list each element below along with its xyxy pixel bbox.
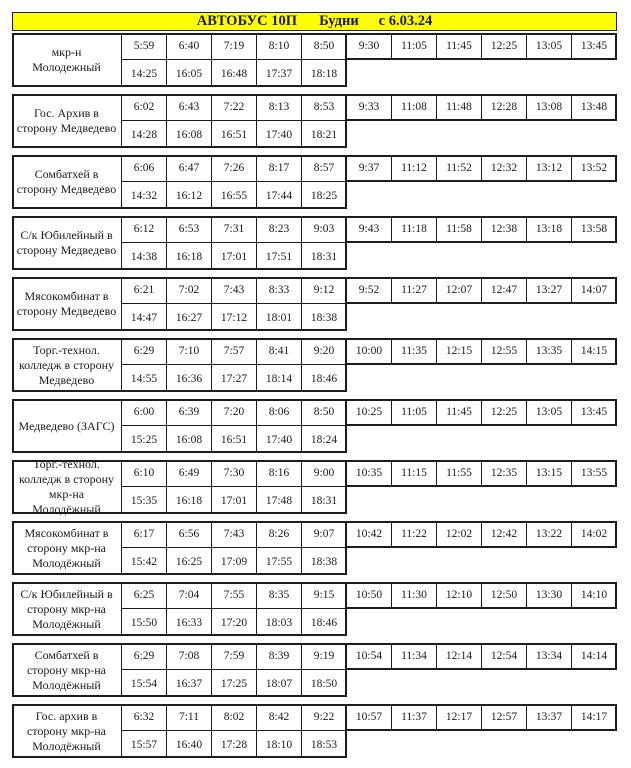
time-cell: 17:25 — [212, 670, 257, 697]
time-cell: 14:38 — [122, 243, 167, 270]
stop-name: Сомбатхей в сторону Медведево — [16, 167, 117, 196]
time-cell: 12:14 — [437, 643, 482, 670]
timetable-block — [12, 643, 617, 697]
time-cell: 16:27 — [167, 304, 212, 331]
time-cell: 17:09 — [212, 548, 257, 575]
time-cell: 12:47 — [482, 277, 527, 304]
time-cell: 8:42 — [257, 704, 302, 731]
time-cell: 11:05 — [392, 399, 437, 426]
time-cell: 11:30 — [392, 582, 437, 609]
time-cell: 16:36 — [167, 365, 212, 392]
time-cell: 8:33 — [257, 277, 302, 304]
time-cell: 12:57 — [482, 704, 527, 731]
route-title: АВТОБУС 10П — [196, 13, 298, 29]
time-cell: 15:25 — [122, 426, 167, 453]
time-cell: 11:27 — [392, 277, 437, 304]
time-cell: 7:31 — [212, 216, 257, 243]
time-cell: 9:22 — [302, 704, 347, 731]
time-cell: 17:28 — [212, 731, 257, 758]
time-cell: 17:12 — [212, 304, 257, 331]
time-cell: 14:47 — [122, 304, 167, 331]
time-cell: 5:59 — [122, 33, 167, 60]
time-cell: 9:52 — [347, 277, 392, 304]
time-cell: 13:45 — [572, 399, 617, 426]
time-cell: 11:05 — [392, 33, 437, 60]
time-cell: 16:48 — [212, 60, 257, 87]
time-cell: 11:12 — [392, 155, 437, 182]
time-cell: 6:17 — [122, 521, 167, 548]
time-cell: 7:04 — [167, 582, 212, 609]
time-cell: 7:43 — [212, 521, 257, 548]
time-cell: 8:50 — [302, 399, 347, 426]
time-cell: 12:07 — [437, 277, 482, 304]
stop-name-label — [12, 457, 122, 516]
stop-name-label — [12, 33, 122, 87]
stop-name-label — [12, 643, 122, 697]
time-cell: 15:57 — [122, 731, 167, 758]
time-cell: 6:43 — [167, 94, 212, 121]
time-cell: 13:48 — [572, 94, 617, 121]
time-cell: 16:08 — [167, 121, 212, 148]
time-cell: 9:12 — [302, 277, 347, 304]
time-cell: 13:58 — [572, 216, 617, 243]
time-cell: 7:19 — [212, 33, 257, 60]
time-cell: 7:30 — [212, 460, 257, 487]
time-cell: 15:35 — [122, 487, 167, 514]
timetable-block — [12, 155, 617, 209]
time-cell: 10:00 — [347, 338, 392, 365]
time-cell: 13:34 — [527, 643, 572, 670]
time-cell: 12:17 — [437, 704, 482, 731]
time-cell: 17:01 — [212, 243, 257, 270]
time-cell: 15:42 — [122, 548, 167, 575]
time-cell: 7:55 — [212, 582, 257, 609]
time-cell: 18:21 — [302, 121, 347, 148]
time-cell: 6:21 — [122, 277, 167, 304]
time-cell: 16:40 — [167, 731, 212, 758]
time-cell: 12:25 — [482, 33, 527, 60]
time-cell: 13:30 — [527, 582, 572, 609]
time-cell: 12:54 — [482, 643, 527, 670]
time-cell: 9:15 — [302, 582, 347, 609]
time-cell: 14:28 — [122, 121, 167, 148]
time-cell: 13:05 — [527, 33, 572, 60]
time-cell: 8:57 — [302, 155, 347, 182]
time-cell: 12:38 — [482, 216, 527, 243]
time-cell: 14:25 — [122, 60, 167, 87]
time-cell: 8:41 — [257, 338, 302, 365]
time-cell: 12:25 — [482, 399, 527, 426]
time-cell: 6:25 — [122, 582, 167, 609]
time-cell: 9:00 — [302, 460, 347, 487]
timetable-block — [12, 338, 617, 392]
time-cell: 8:39 — [257, 643, 302, 670]
stop-name: мкр-н Молодежный — [32, 45, 101, 74]
time-cell: 12:35 — [482, 460, 527, 487]
time-cell: 14:15 — [572, 338, 617, 365]
time-cell: 12:02 — [437, 521, 482, 548]
time-cell: 8:16 — [257, 460, 302, 487]
timetable-block — [12, 94, 617, 148]
timetable-blocks-container — [12, 33, 617, 758]
timetable-block — [12, 582, 617, 636]
time-cell: 6:06 — [122, 155, 167, 182]
time-cell: 16:51 — [212, 426, 257, 453]
time-cell: 14:14 — [572, 643, 617, 670]
timetable-block — [12, 216, 617, 270]
time-cell: 17:51 — [257, 243, 302, 270]
time-cell: 6:49 — [167, 460, 212, 487]
time-cell: 14:17 — [572, 704, 617, 731]
time-cell: 6:00 — [122, 399, 167, 426]
time-cell: 13:55 — [572, 460, 617, 487]
time-cell: 11:45 — [437, 33, 482, 60]
time-cell: 18:14 — [257, 365, 302, 392]
stop-name-label — [12, 277, 122, 331]
time-cell: 17:27 — [212, 365, 257, 392]
stop-name: Мясокомбинат в сторону мкр-на Молодёжный — [24, 525, 109, 570]
timetable-block — [12, 457, 617, 516]
time-cell: 6:47 — [167, 155, 212, 182]
stop-name: Гос. архив в сторону мкр-на Молодёжный — [26, 708, 106, 753]
stop-name: С/к Юбилейный в сторону мкр-на Молодёжный — [20, 586, 113, 631]
time-cell: 8:06 — [257, 399, 302, 426]
time-cell: 7:26 — [212, 155, 257, 182]
time-cell: 18:07 — [257, 670, 302, 697]
time-cell: 8:17 — [257, 155, 302, 182]
time-cell: 12:32 — [482, 155, 527, 182]
time-cell: 8:50 — [302, 33, 347, 60]
time-cell: 7:20 — [212, 399, 257, 426]
time-cell: 6:39 — [167, 399, 212, 426]
time-cell: 11:48 — [437, 94, 482, 121]
time-cell: 10:57 — [347, 704, 392, 731]
time-cell: 17:55 — [257, 548, 302, 575]
time-cell: 6:53 — [167, 216, 212, 243]
timetable-block — [12, 704, 617, 758]
stop-name-label — [12, 704, 122, 758]
time-cell: 7:08 — [167, 643, 212, 670]
time-cell: 16:55 — [212, 182, 257, 209]
time-cell: 6:02 — [122, 94, 167, 121]
stop-name-label — [12, 521, 122, 575]
time-cell: 18:38 — [302, 548, 347, 575]
days-label: Будни — [319, 13, 359, 29]
time-cell: 7:11 — [167, 704, 212, 731]
time-cell: 6:32 — [122, 704, 167, 731]
time-cell: 11:18 — [392, 216, 437, 243]
stop-name: Мясокомбинат в сторону Медведево — [16, 289, 117, 318]
timetable-block — [12, 277, 617, 331]
time-cell: 8:23 — [257, 216, 302, 243]
time-cell: 18:03 — [257, 609, 302, 636]
time-cell: 9:19 — [302, 643, 347, 670]
time-cell: 9:20 — [302, 338, 347, 365]
time-cell: 9:33 — [347, 94, 392, 121]
timetable-block — [12, 33, 617, 87]
time-cell: 8:10 — [257, 33, 302, 60]
stop-name-label — [12, 94, 122, 148]
time-cell: 11:34 — [392, 643, 437, 670]
time-cell: 16:12 — [167, 182, 212, 209]
time-cell: 14:07 — [572, 277, 617, 304]
time-cell: 18:50 — [302, 670, 347, 697]
time-cell: 11:37 — [392, 704, 437, 731]
time-cell: 11:08 — [392, 94, 437, 121]
time-cell: 12:15 — [437, 338, 482, 365]
time-cell: 17:40 — [257, 426, 302, 453]
time-cell: 10:50 — [347, 582, 392, 609]
time-cell: 13:37 — [527, 704, 572, 731]
time-cell: 8:13 — [257, 94, 302, 121]
time-cell: 14:32 — [122, 182, 167, 209]
time-cell: 8:02 — [212, 704, 257, 731]
time-cell: 11:52 — [437, 155, 482, 182]
stop-name: С/к Юбилейный в сторону Медведево — [16, 228, 117, 257]
time-cell: 13:52 — [572, 155, 617, 182]
time-cell: 8:26 — [257, 521, 302, 548]
time-cell: 11:15 — [392, 460, 437, 487]
time-cell: 16:18 — [167, 243, 212, 270]
time-cell: 6:29 — [122, 643, 167, 670]
timetable-block — [12, 399, 617, 453]
time-cell: 13:15 — [527, 460, 572, 487]
time-cell: 10:42 — [347, 521, 392, 548]
stop-name-label — [12, 155, 122, 209]
time-cell: 11:35 — [392, 338, 437, 365]
time-cell: 9:37 — [347, 155, 392, 182]
time-cell: 16:08 — [167, 426, 212, 453]
time-cell: 10:35 — [347, 460, 392, 487]
time-cell: 14:10 — [572, 582, 617, 609]
time-cell: 13:22 — [527, 521, 572, 548]
time-cell: 9:30 — [347, 33, 392, 60]
time-cell: 6:12 — [122, 216, 167, 243]
stop-name: Гос. Архив в сторону Медведево — [16, 106, 117, 135]
stop-name: Медведево (ЗАГС) — [18, 418, 115, 433]
stop-name-label — [12, 338, 122, 392]
time-cell: 10:25 — [347, 399, 392, 426]
time-cell: 11:55 — [437, 460, 482, 487]
time-cell: 13:35 — [527, 338, 572, 365]
time-cell: 18:18 — [302, 60, 347, 87]
time-cell: 13:08 — [527, 94, 572, 121]
time-cell: 12:28 — [482, 94, 527, 121]
time-cell: 14:55 — [122, 365, 167, 392]
time-cell: 6:29 — [122, 338, 167, 365]
time-cell: 17:40 — [257, 121, 302, 148]
stop-name-label — [12, 399, 122, 453]
time-cell: 6:40 — [167, 33, 212, 60]
timetable-title-bar — [12, 12, 617, 31]
time-cell: 12:10 — [437, 582, 482, 609]
time-cell: 17:01 — [212, 487, 257, 514]
time-cell: 7:59 — [212, 643, 257, 670]
timetable-page — [12, 12, 617, 765]
time-cell: 18:38 — [302, 304, 347, 331]
time-cell: 9:07 — [302, 521, 347, 548]
time-cell: 15:54 — [122, 670, 167, 697]
time-cell: 14:02 — [572, 521, 617, 548]
time-cell: 18:24 — [302, 426, 347, 453]
time-cell: 9:03 — [302, 216, 347, 243]
time-cell: 7:10 — [167, 338, 212, 365]
time-cell: 17:44 — [257, 182, 302, 209]
time-cell: 13:05 — [527, 399, 572, 426]
time-cell: 8:53 — [302, 94, 347, 121]
time-cell: 6:56 — [167, 521, 212, 548]
stop-name: Торг.-технол. колледж в сторону Медведево — [18, 342, 115, 387]
time-cell: 9:43 — [347, 216, 392, 243]
time-cell: 18:01 — [257, 304, 302, 331]
time-cell: 8:35 — [257, 582, 302, 609]
time-cell: 7:02 — [167, 277, 212, 304]
stop-name: Торг.-технол. колледж в сторону мкр-на Молодёжный — [18, 457, 115, 516]
time-cell: 6:10 — [122, 460, 167, 487]
time-cell: 7:57 — [212, 338, 257, 365]
time-cell: 12:50 — [482, 582, 527, 609]
time-cell: 16:25 — [167, 548, 212, 575]
time-cell: 16:05 — [167, 60, 212, 87]
time-cell: 13:45 — [572, 33, 617, 60]
time-cell: 13:27 — [527, 277, 572, 304]
stop-name-label — [12, 216, 122, 270]
time-cell: 18:10 — [257, 731, 302, 758]
timetable-block — [12, 521, 617, 575]
valid-from-label: с 6.03.24 — [378, 13, 433, 29]
time-cell: 18:46 — [302, 365, 347, 392]
time-cell: 12:42 — [482, 521, 527, 548]
time-cell: 12:55 — [482, 338, 527, 365]
time-cell: 18:31 — [302, 487, 347, 514]
stop-name-label — [12, 582, 122, 636]
time-cell: 18:25 — [302, 182, 347, 209]
time-cell: 18:46 — [302, 609, 347, 636]
time-cell: 17:37 — [257, 60, 302, 87]
time-cell: 7:43 — [212, 277, 257, 304]
time-cell: 16:37 — [167, 670, 212, 697]
time-cell: 13:12 — [527, 155, 572, 182]
time-cell: 13:18 — [527, 216, 572, 243]
time-cell: 11:58 — [437, 216, 482, 243]
time-cell: 16:18 — [167, 487, 212, 514]
time-cell: 10:54 — [347, 643, 392, 670]
time-cell: 15:50 — [122, 609, 167, 636]
time-cell: 7:22 — [212, 94, 257, 121]
time-cell: 17:20 — [212, 609, 257, 636]
time-cell: 16:33 — [167, 609, 212, 636]
time-cell: 18:53 — [302, 731, 347, 758]
time-cell: 11:22 — [392, 521, 437, 548]
stop-name: Сомбатхей в сторону мкр-на Молодёжный — [26, 647, 106, 692]
time-cell: 11:45 — [437, 399, 482, 426]
time-cell: 18:31 — [302, 243, 347, 270]
time-cell: 16:51 — [212, 121, 257, 148]
time-cell: 17:48 — [257, 487, 302, 514]
